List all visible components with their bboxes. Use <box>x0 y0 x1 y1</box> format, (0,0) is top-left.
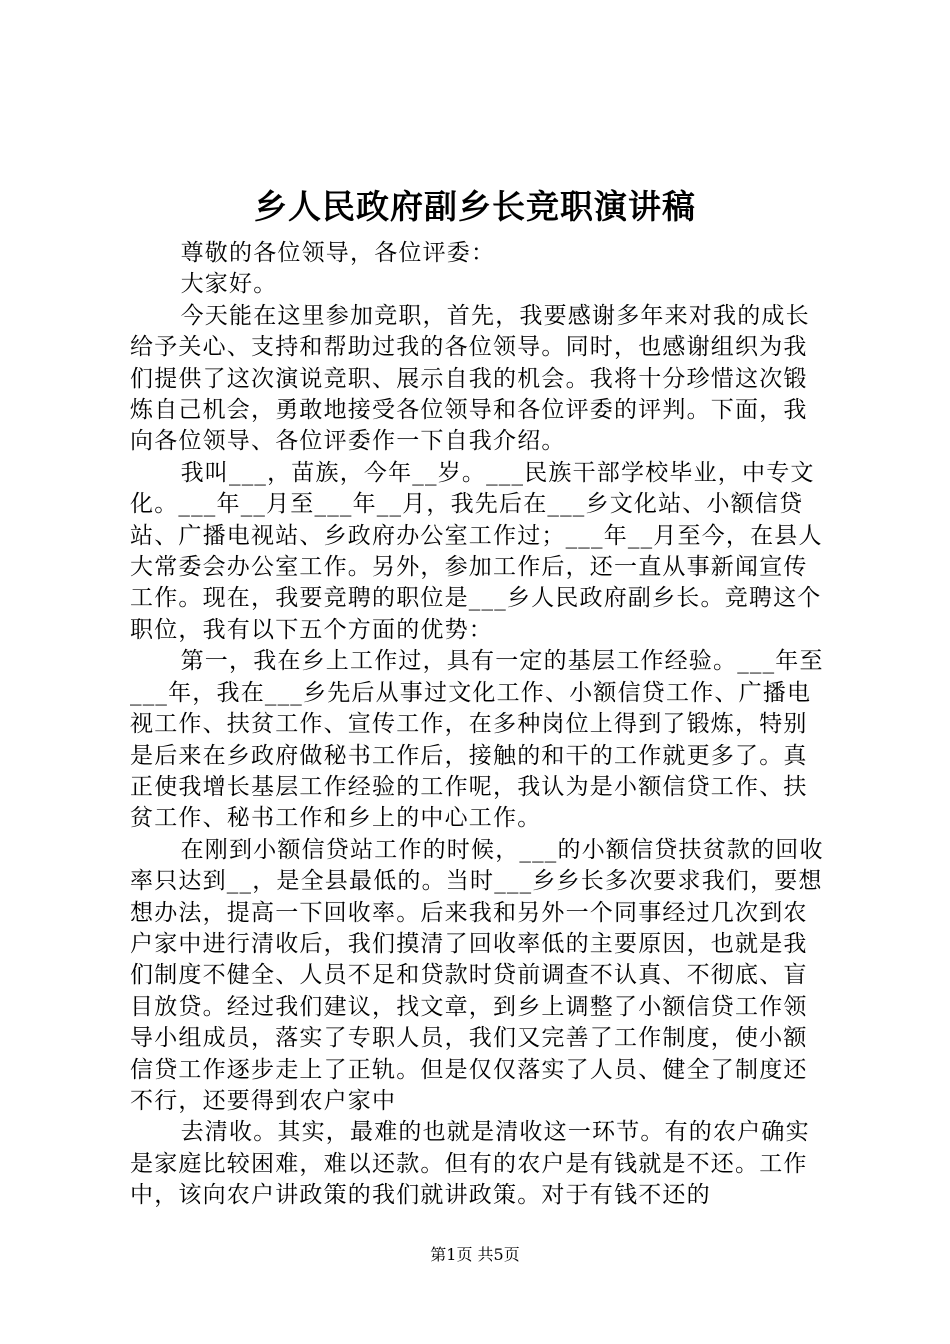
document-title: 乡人民政府副乡长竞职演讲稿 <box>254 187 696 226</box>
paragraph-collection: 去清收。其实，最难的也就是清收这一环节。有的农户确实是家庭比较困难，难以还款。但有的农户是有钱就是不还。工作中，该向农户讲政策的我们就讲政策。对于有钱不还的 <box>130 1119 810 1209</box>
paragraph-first-advantage: 第一，我在乡上工作过，具有一定的基层工作经验。___年至___年，我在___乡先后从事过文化工作、小额信贷工作、广播电视工作、扶贫工作、宣传工作，在多种岗位上得到了锻炼，特别是后来在乡政府做秘书工作后，接触的和干的工作就更多了。真正使我增长基层工作经验的工作呢，我认为是小额信贷工作、扶贫工作、秘书工作和乡上的中心工作。 <box>130 648 824 832</box>
paragraph-microcredit: 在刚到小额信贷站工作的时候，___的小额信贷扶贫款的回收率只达到__，是全县最低的。当时___乡乡长多次要求我们，要想想办法，提高一下回收率。后来我和另外一个同事经过几次到农户家中进行清收后，我们摸清了回收率低的主要原因，也就是我们制度不健全、人员不足和贷款时贷前调查不认真、不彻底、盲目放贷。经过我们建议，找文章，到乡上调整了小额信贷工作领导小组成员，落实了专职人员，我们又完善了工作制度，使小额信贷工作逐步走上了正轨。但是仅仅落实了人员、健全了制度还不行，还要得到农户家中 <box>130 836 824 1114</box>
page-number-footer: 第1页 共5页 <box>430 1245 520 1264</box>
paragraph-salutation: 尊敬的各位领导，各位评委： <box>180 240 496 266</box>
paragraph-greeting: 大家好。 <box>180 271 278 298</box>
paragraph-opening: 今天能在这里参加竞职，首先，我要感谢多年来对我的成长给予关心、支持和帮助过我的各位领导。同时，也感谢组织为我们提供了这次演说竞职、展示自我的机会。我将十分珍惜这次锻炼自己机会，勇敢地接受各位领导和各位评委的评判。下面，我向各位领导、各位评委作一下自我介绍。 <box>130 302 810 455</box>
document-body <box>130 238 830 1212</box>
paragraph-self-introduction: 我叫___，苗族，今年__岁。___民族干部学校毕业，中专文化。___年__月至___年__月，我先后在___乡文化站、小额信贷站、广播电视站、乡政府办公室工作过；___年__月至今，在县人大常委会办公室工作。另外，参加工作后，还一直从事新闻宣传工作。现在，我要竞聘的职位是___乡人民政府副乡长。竞聘这个职位，我有以下五个方面的优势： <box>130 459 823 643</box>
